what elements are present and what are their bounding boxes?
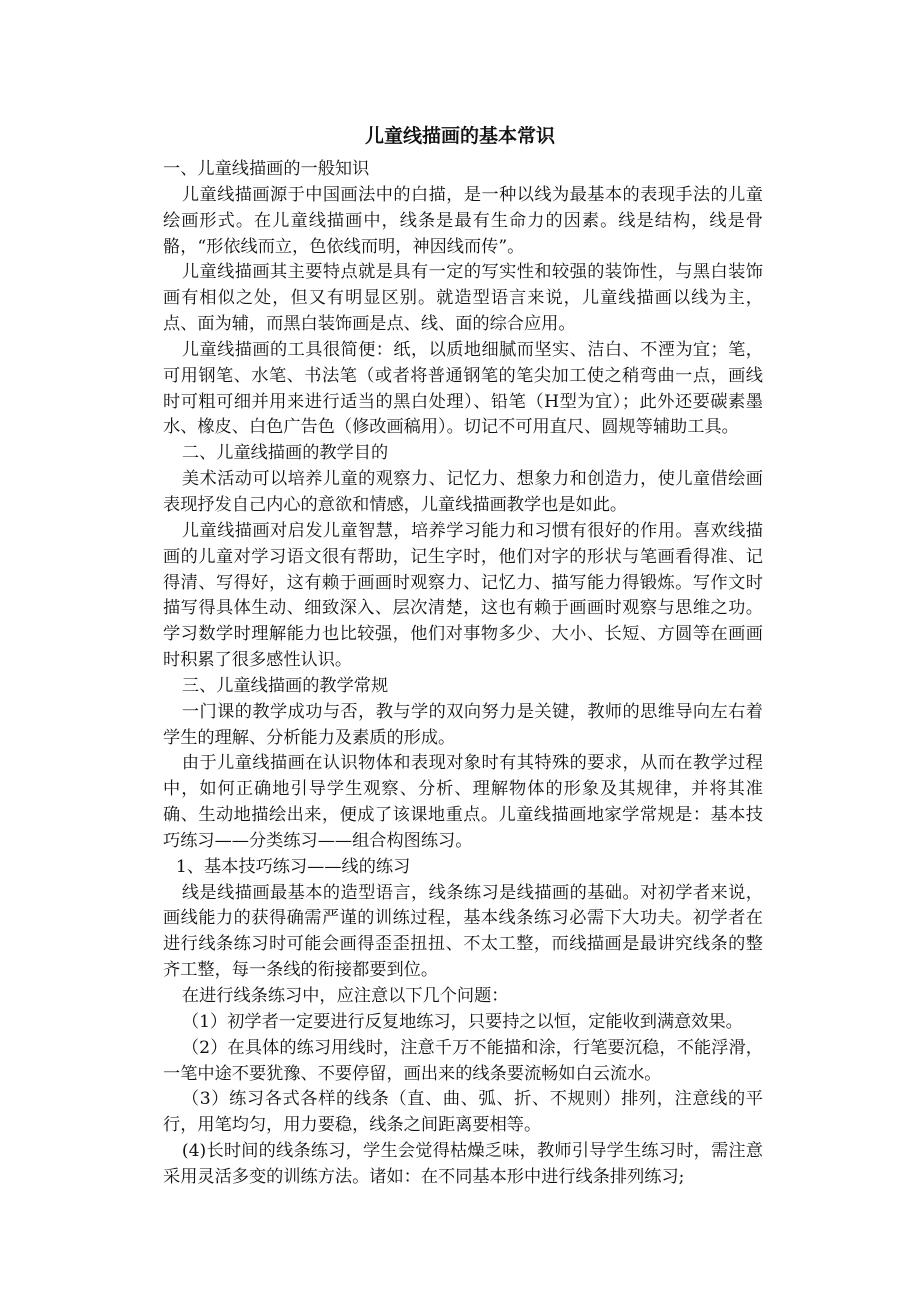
list-item: （1）初学者一定要进行反复地练习，只要持之以恒，定能收到满意效果。 <box>181 1011 743 1032</box>
list-item: （2）在具体的练习用线时，注意千万不能描和涂，行笔要沉稳，不能浮滑，一笔中途不要犹豫、不要停留，画出来的线条要流畅如白云流水。 <box>163 1037 763 1084</box>
paragraph: 由于儿童线描画在认识物体和表现对象时有其特殊的要求，从而在教学过程中，如何正确地引导学生观察、分析、理解物体的形象及其规律，并将其准确、生动地描绘出来，便成了该课地重点。儿童线描画地家学常规是：基本技巧练习——分类练习——组合构图练习。 <box>163 753 763 851</box>
paragraph: 线是线描画最基本的造型语言，线条练习是线描画的基础。对初学者来说，画线能力的获得确需严谨的训练过程，基本线条练习必需下大功夫。初学者在进行线条练习时可能会画得歪歪扭扭、不太工整，而线描画是最讲究线条的整齐工整，每一条线的衔接都要到位。 <box>163 882 763 981</box>
subsection-heading: 1、基本技巧练习——线的练习 <box>175 856 411 877</box>
document-title: 儿童线描画的基本常识 <box>364 125 555 147</box>
document-body <box>163 157 763 1191</box>
section-heading-3: 三、儿童线描画的教学常规 <box>181 675 389 696</box>
paragraph: 美术活动可以培养儿童的观察力、记忆力、想象力和创造力，使儿童借绘画表现抒发自己内心的意欲和情感，儿童线描画教学也是如此。 <box>163 469 763 515</box>
paragraph: 儿童线描画源于中国画法中的白描，是一种以线为最基本的表现手法的儿童绘画形式。在儿童线描画中，线条是最有生命力的因素。线是结构，线是骨骼，“形依线而立，色依线而明，神因线而传”。 <box>163 184 763 257</box>
list-item: (4)长时间的线条练习，学生会觉得枯燥乏味，教师引导学生练习时，需注意采用灵活多变的训练方法。诸如：在不同基本形中进行线条排列练习; <box>163 1141 763 1187</box>
paragraph: 儿童线描画对启发儿童智慧，培养学习能力和习惯有很好的作用。喜欢线描画的儿童对学习语文很有帮助，记生字时，他们对字的形状与笔画看得准、记得清、写得好，这有赖于画画时观察力、记忆力、描写能力得锻炼。写作文时描写得具体生动、细致深入、层次清楚，这也有赖于画画时观察与思维之功。学习数学时理解能力也比较强，他们对事物多少、大小、长短、方圆等在画画时积累了很多感性认识。 <box>163 520 763 671</box>
section-heading-1: 一、儿童线描画的一般知识 <box>163 159 370 179</box>
paragraph: 一门课的教学成功与否，教与学的双向努力是关键，教师的思维导向左右着学生的理解、分析能力及素质的形成。 <box>163 701 763 748</box>
list-item: （3）练习各式各样的线条（直、曲、弧、折、不规则）排列，注意线的平行，用笔均匀，用力要稳，线条之间距离要相等。 <box>163 1089 763 1136</box>
paragraph: 在进行线条练习中，应注意以下几个问题： <box>181 986 509 1006</box>
paragraph: 儿童线描画其主要特点就是具有一定的写实性和较强的装饰性，与黑白装饰画有相似之处，但又有明显区别。就造型语言来说，儿童线描画以线为主，点、面为辅，而黑白装饰画是点、线、面的综合应用。 <box>163 262 763 335</box>
paragraph: 儿童线描画的工具很简便：纸，以质地细腻而坚实、洁白、不湮为宜；笔，可用钢笔、水笔、书法笔（或者将普通钢笔的笔尖加工使之稍弯曲一点，画线时可粗可细并用来进行适当的黑白处理）、铅笔（H型为宜）；此外还要碳素墨水、橡皮、白色广告色（修改画稿用）。切记不可用直尺、圆规等辅助工具。 <box>163 339 763 438</box>
section-heading-2: 二、儿童线描画的教学目的 <box>181 443 389 464</box>
